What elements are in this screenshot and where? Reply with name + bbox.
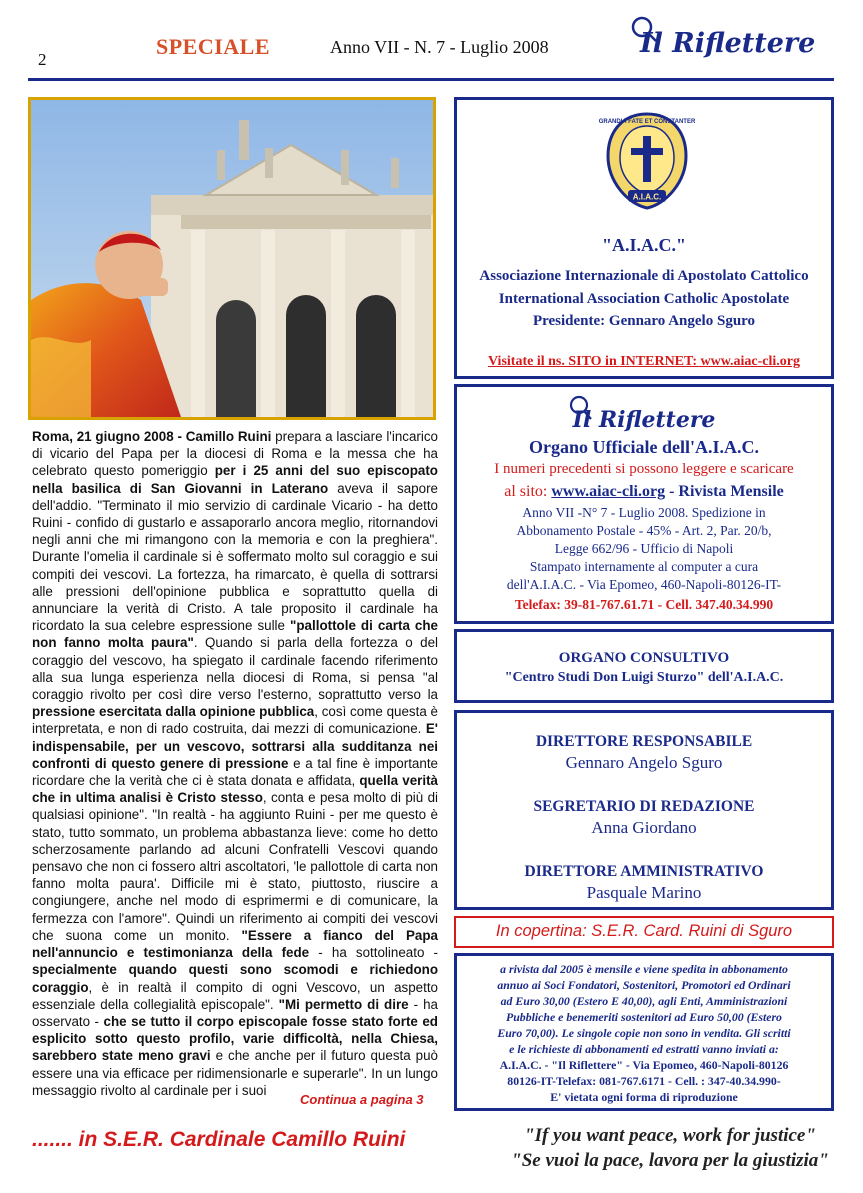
staff-name-secretary: Anna Giordano [591, 818, 697, 837]
article-bold: per i 25 anni del suo episcopato nella basilica di San Giovanni in Laterano [32, 463, 438, 496]
article-text: aveva il sapore dell'addio. "Terminato il mio servizio di cardinale Vicario - ha detto Ruini - confido di gustarlo e assaporarlo ancora meglio, ritornandovi negli anni che mi rimangono con la memoria e con la preghiera". Durante l'omelia il cardinale si è soffermato molto sul coraggio e sui compiti dei vescovi. La fortezza, ha rimarcato, è quella di sottrarsi alle pressioni dell'opinione pubblica e soprattutto quella di annunciare la verità di Cristo. A tale proposito il cardinale ha ricordato la sua celebre espressione sulle [32, 480, 438, 634]
subscription-line6: e le richieste di abbonamenti ed estratti vanno inviati a: [509, 1042, 779, 1056]
aiac-line-en: International Association Catholic Apostolate [498, 291, 790, 307]
continue-link[interactable]: Continua a pagina 3 [300, 1092, 424, 1107]
article-text: , conta e pesa molto di più di qualsiasi opinione". "In realtà - ha aggiunto Ruini - per me questo è stato, tutto sommato, un problema abbastanza lieve: come ho detto scherzosamente parlando ad alcuni Confratelli Vescovi quando pensavo che non ci fossero altri ascoltatori, 'le pallottole di carta non fanno molta paura'. Difficile mi è stato, piuttosto, riuscire a congiungere, anche nel modo di esprimermi e di comunicare, la fermezza con l'amore". Quindi un riferimento ai compiti dei vescovi che suona come un monito. [32, 790, 438, 943]
riflettere-subtitle: Organo Ufficiale dell'A.I.A.C. [529, 437, 759, 457]
issue-info: Anno VII - N. 7 - Luglio 2008 [330, 37, 549, 57]
cover-caption: In copertina: S.E.R. Card. Ruini di Sguro [495, 922, 793, 940]
subscription-line5: Euro 70,00). Le singole copie non sono in vendita. Gli scritti [497, 1026, 791, 1040]
consultivo-centre: "Centro Studi Don Luigi Sturzo" [504, 670, 705, 685]
page-number: 2 [38, 50, 47, 69]
subscription-line1: a rivista dal 2005 è mensile e viene spedita in abbonamento [500, 962, 788, 976]
article-bold: quella verità che in ultima analisi è Cristo stesso [32, 773, 439, 806]
header-divider [28, 78, 834, 81]
article-bold: "pallottole di carta che non fanno molta paura" [32, 618, 439, 651]
riflettere-site-label: al sito: [504, 483, 552, 500]
seal-acronym: A.I.A.C. [632, 192, 662, 202]
article-bold: "Essere a fianco del Papa nell'annuncio e testimonianza della fede [32, 927, 438, 961]
aiac-seal [598, 110, 696, 215]
subscription-line4: Pubbliche e benemeriti sostenitori ad Euro 50,00 (Estero [506, 1010, 782, 1024]
riflettere-contacts: Telefax: 39-81-767.61.71 - Cell. 347.40.34.990 [514, 597, 774, 612]
basilica-cardinal-photo [31, 100, 433, 417]
cover-photo [28, 97, 436, 420]
masthead-title: Il Riflettere [640, 28, 816, 59]
consultivo-owner: dell'A.I.A.C. [704, 670, 784, 685]
article-text: e che anche per il futuro questa può essere una via efficace per ridimensionarle e superarle". In un lungo messaggio rivolto al cardinale per i suoi [32, 1048, 438, 1098]
riflettere-line1: I numeri precedenti si possono leggere e scaricare [494, 461, 794, 477]
section-title: SPECIALE [156, 34, 271, 59]
riflettere-line3: Anno VII -N° 7 - Luglio 2008. Spedizione in [522, 505, 766, 520]
staff-name-director: Gennaro Angelo Sguro [565, 753, 723, 772]
aiac-website-link[interactable]: Visitate il ns. SITO in INTERNET: www.aiac-cli.org [487, 354, 801, 369]
consultivo-panel [454, 629, 834, 703]
article-text: , così come questa è interpretata, e non di rado costruita, dai mezzi di comunicazione. [32, 704, 438, 737]
staff-role-director: DIRETTORE RESPONSABILE [535, 733, 753, 750]
article-text: . Quando si parla della fortezza o del coraggio del vescovo, ha spiegato il cardinale facendo riferimento alla sua lunga esperienza nella diocesi di Roma, si pensa "al coraggio rivolto per così dire verso l'esterno, soprattutto verso la [32, 635, 438, 703]
riflettere-panel [454, 384, 834, 624]
article-bold: specialmente quando questi sono scomodi e richiedono coraggio [32, 962, 438, 995]
article-text: - ha sottolineato - [309, 945, 438, 961]
footer-quote-it: "Se vuoi la pace, lavora per la giustizia" [511, 1150, 829, 1171]
riflettere-monthly: - Rivista Mensile [665, 483, 784, 500]
subscription-line8: 80126-IT-Telefax: 081-767.6171 - Cell. : 347-40.34.990- [507, 1074, 781, 1088]
riflettere-line6: Stampato internamente al computer a cura [529, 559, 759, 574]
main-article [32, 428, 438, 1099]
article-text: , è in realtà il compito di ogni Vescovo, un aspetto essenziale della collegialità episcopale". [32, 979, 438, 1012]
cover-panel [454, 916, 834, 948]
footer-tagline: ....... in S.E.R. Cardinale Camillo Ruini [32, 1128, 406, 1151]
subscription-panel [454, 953, 834, 1111]
cross-seal-icon [598, 110, 696, 210]
aiac-president: Presidente: Gennaro Angelo Sguro [532, 313, 756, 329]
riflettere-logo: Il Riflettere [572, 407, 716, 433]
consultivo-title: ORGANO CONSULTIVO [558, 650, 730, 666]
consultivo-subtitle [457, 670, 831, 686]
staff-panel [454, 710, 834, 910]
riflettere-line4: Abbonamento Postale - 45% - Art. 2, Par. 20/b, [516, 523, 772, 538]
article-text: e a tal fine è importante ricordare che la verità che ci è stata donata e affidata, [32, 755, 438, 789]
aiac-panel [454, 97, 834, 379]
article-dateline: Roma, 21 giugno 2008 - Camillo Ruini [32, 429, 272, 444]
article-text: - ha osservato - [32, 996, 438, 1029]
aiac-line-it: Associazione Internazionale di Apostolato Cattolico [479, 268, 809, 284]
seal-motto: GRANDIA FATE ET CONSTANTER [598, 119, 696, 125]
riflettere-line7: dell'A.I.A.C. - Via Epomeo, 460-Napoli-80126-IT- [506, 577, 782, 592]
riflettere-line5: Legge 662/96 - Ufficio di Napoli [554, 541, 734, 556]
riflettere-site-link[interactable]: www.aiac-cli.org [551, 483, 666, 500]
subscription-line2: annuo ai Soci Fondatori, Sostenitori, Promotori ed Ordinari [497, 978, 791, 992]
article-bold: "Mi permetto di dire [278, 996, 409, 1012]
footer-quote-en: "If you want peace, work for justice" [524, 1125, 816, 1146]
staff-role-admin: DIRETTORE AMMINISTRATIVO [524, 863, 764, 880]
staff-role-secretary: SEGRETARIO DI REDAZIONE [533, 798, 755, 815]
article-bold: che se tutto il corpo episcopale fosse stato forte ed esplicito sotto questo profilo, varie difficoltà, nella Chiesa, sarebbero state meno gravi [32, 1013, 438, 1064]
subscription-line9: E' vietata ogni forma di riproduzione [550, 1090, 738, 1104]
staff-name-admin: Pasquale Marino [586, 883, 702, 902]
subscription-line7: A.I.A.C. - "Il Riflettere" - Via Epomeo, 460-Napoli-80126 [499, 1058, 789, 1072]
article-bold: pressione esercitata dalla opinione pubblica [32, 704, 315, 720]
article-text: prepara a lasciare l'incarico di vicario del Papa per la diocesi di Roma e la messa che ha celebrato questo pomeriggio [32, 429, 438, 479]
article-bold: E' indispensabile, per un vescovo, sottrarsi alla sudditanza nei confronti di questo genere di pressione [32, 721, 438, 771]
aiac-name: "A.I.A.C." [602, 235, 686, 255]
riflettere-line2 [457, 483, 831, 501]
subscription-line3: ad Euro 30,00 (Estero E 40,00), agli Enti, Amministrazioni [500, 994, 788, 1008]
